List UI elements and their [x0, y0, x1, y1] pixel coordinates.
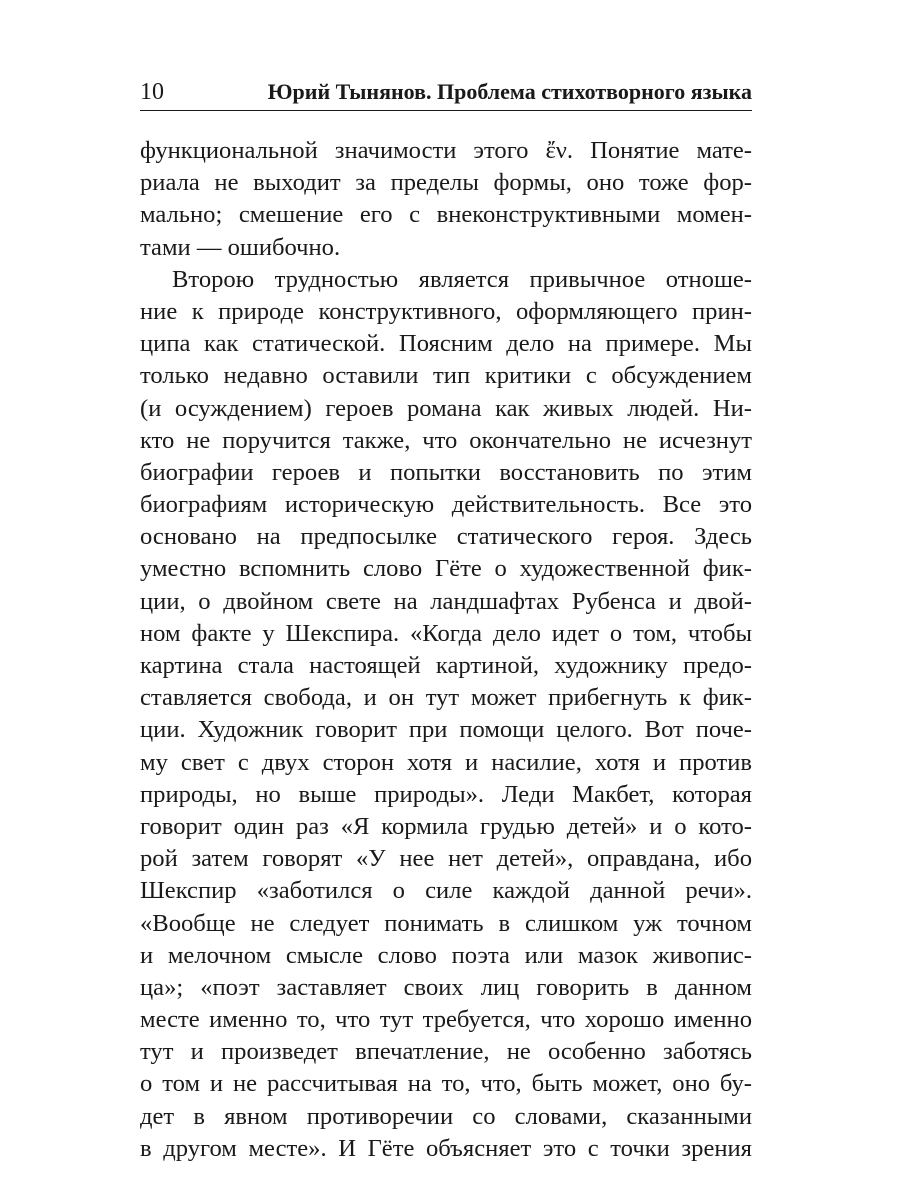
- text-line: функциональной значимости этого ἔν. Понятие мате-: [140, 137, 752, 164]
- text-line: ца»; «поэт заставляет своих лиц говорить в данном: [140, 973, 752, 1001]
- text-line: биографиям историческую действительность. Все это: [140, 491, 752, 519]
- text-line: ципа как статической. Поясним дело на примере. Мы: [140, 330, 752, 358]
- text-line: уместно вспомнить слово Гёте о художественной фик-: [140, 555, 752, 583]
- text-line: (и осуждением) героев романа как живых людей. Ни-: [140, 394, 752, 422]
- text-line: Второю трудностью является привычное отноше-: [172, 265, 752, 293]
- text-line: ции. Художник говорит при помощи целого. Вот поче-: [140, 716, 752, 744]
- text-line: о том и не рассчитывая на то, что, быть может, оно бу-: [140, 1070, 752, 1098]
- text-line: тут и произведет впечатление, не особенно заботясь: [140, 1038, 752, 1066]
- text-line: в другом месте». И Гёте объясняет это с точки зрения: [140, 1134, 752, 1162]
- text-line: месте именно то, что тут требуется, что хорошо именно: [140, 1006, 752, 1034]
- text-line: природы, но выше природы». Леди Макбет, которая: [140, 780, 752, 808]
- text-line: ставляется свобода, и он тут может прибегнуть к фик-: [140, 684, 752, 712]
- text-line: дет в явном противоречии со словами, сказанными: [140, 1102, 752, 1130]
- text-line: риала не выходит за пределы формы, оно тоже фор-: [140, 169, 752, 197]
- text-line: ном факте у Шекспира. «Когда дело идет о том, чтобы: [140, 619, 752, 647]
- running-header: [140, 74, 752, 111]
- text-line: биографии героев и попытки восстановить по этим: [140, 458, 752, 486]
- text-line: мально; смешение его с внеконструктивными момен-: [140, 201, 752, 229]
- text-line: и мелочном смысле слово поэта или мазок живопис-: [140, 941, 752, 969]
- text-line: «Вообще не следует понимать в слишком уж точном: [140, 909, 752, 937]
- text-line: Шекспир «заботился о силе каждой данной речи».: [140, 877, 752, 905]
- text-line: кто не поручится также, что окончательно не исчезнут: [140, 426, 752, 454]
- running-title: Юрий Тынянов. Проблема стихотворного языка: [267, 79, 752, 104]
- text-line: основано на предпосылке статического героя. Здесь: [140, 523, 752, 551]
- text-line: тами — ошибочно.: [140, 233, 341, 261]
- body-text: [140, 135, 752, 1165]
- page-number: 10: [140, 79, 164, 105]
- text-line: ции, о двойном свете на ландшафтах Рубенса и двой-: [140, 587, 752, 615]
- text-line: только недавно оставили тип критики с обсуждением: [140, 362, 752, 390]
- text-line: картина стала настоящей картиной, художнику предо-: [140, 652, 752, 679]
- text-line: говорит один раз «Я кормила грудью детей» и о кото-: [140, 812, 752, 840]
- text-line: рой затем говорят «У нее нет детей», оправдана, ибо: [140, 845, 752, 873]
- text-line: му свет с двух сторон хотя и насилие, хотя и против: [140, 748, 752, 776]
- text-line: ние к природе конструктивного, оформляющего прин-: [140, 297, 752, 325]
